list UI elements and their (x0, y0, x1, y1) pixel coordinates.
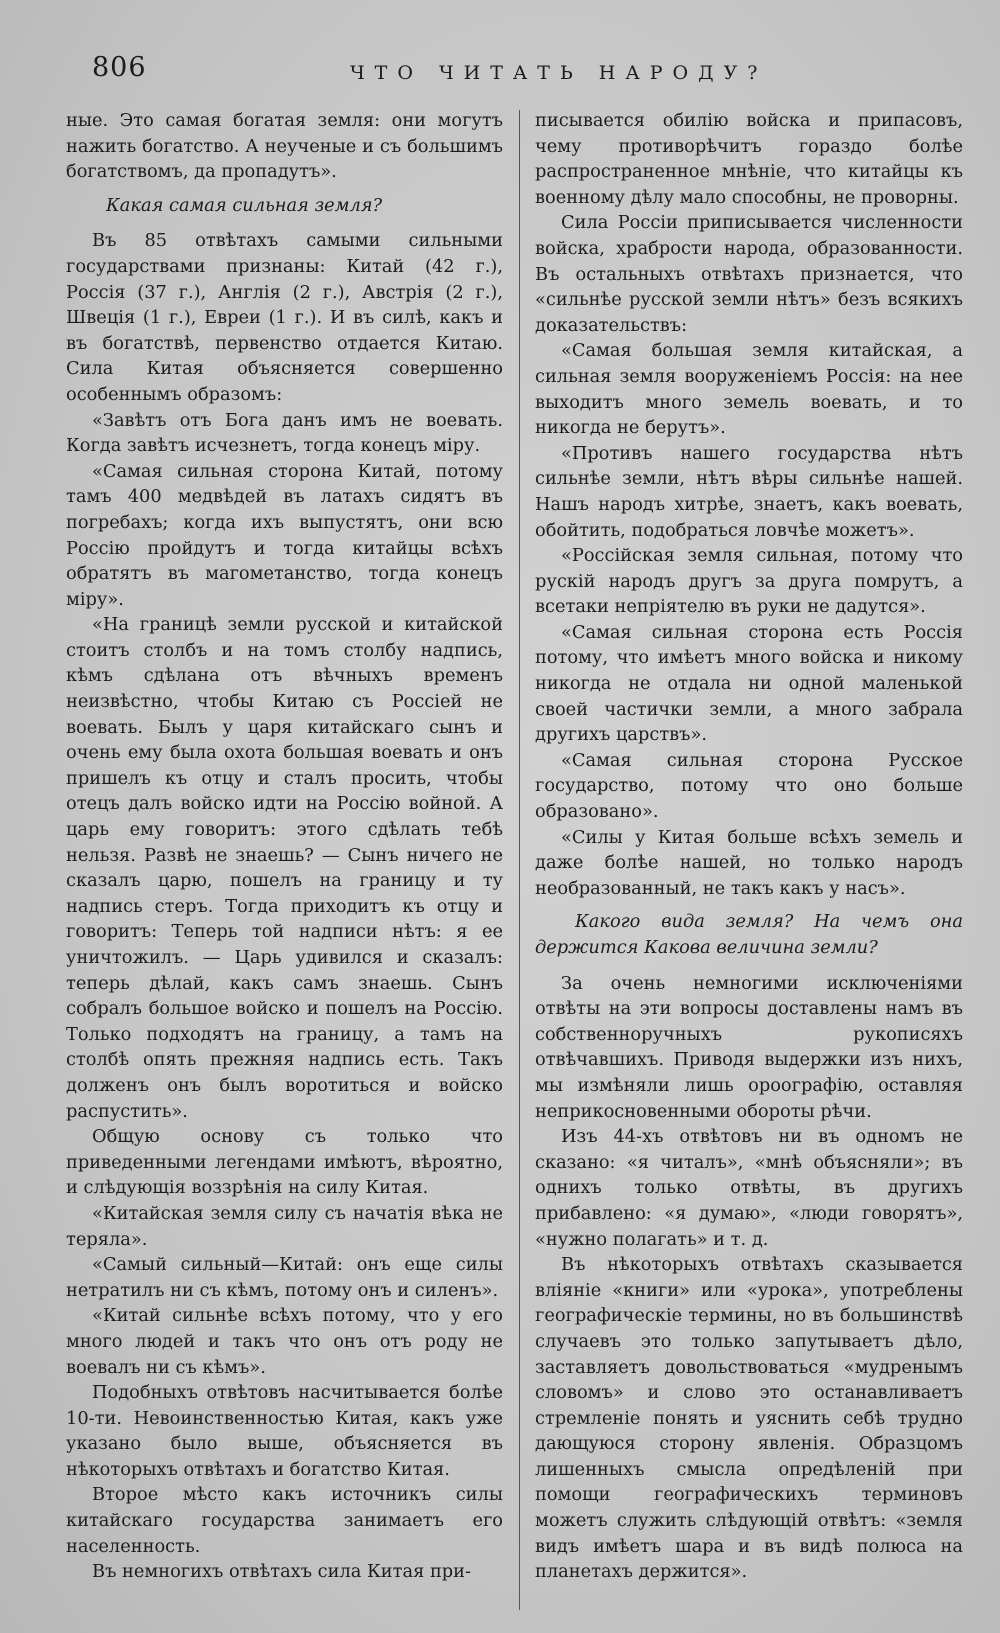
paragraph: «Завѣтъ отъ Бога данъ имъ не воевать. Когда завѣтъ исчезнетъ, тогда конецъ міру. (66, 409, 503, 457)
paragraph: «Противъ нашего государства нѣтъ сильнѣе земли, нѣтъ вѣры сильнѣе нашей. Нашъ народъ хитрѣе, знаетъ, какъ воевать, обойтить, подобраться ловчѣе можетъ». (535, 442, 963, 541)
paragraph: «Самая большая земля китайская, а сильная земля вооруженіемъ Россія: на нее выходитъ много земель воевать, и то никогда не берутъ». (535, 340, 963, 439)
left-column (66, 108, 503, 1585)
section-heading: Какого вида земля? На чемъ она держится Какова величина земли? (535, 911, 963, 958)
section-heading: Какая самая сильная земля? (106, 194, 383, 216)
paragraph: Подобныхъ отвѣтовъ насчитывается болѣе 10-ти. Невоинственностью Китая, какъ уже указано было выше, объясняется въ нѣкоторыхъ отвѣтахъ и богатство Китая. (66, 1382, 503, 1480)
paragraph: «Силы у Китая больше всѣхъ земель и даже болѣе нашей, но только народъ необразованный, не такъ какъ у насъ». (535, 826, 963, 899)
paragraph: «Самый сильный—Китай: онъ еще силы нетратилъ ни съ кѣмъ, потому онъ и силенъ». (66, 1254, 503, 1301)
paragraph: За очень немногими исключеніями отвѣты на эти вопросы доставлены намъ въ собственноручныхъ рукописяхъ отвѣчавшихъ. Приводя выдержки изъ нихъ, мы измѣняли лишь ороографію, оставляя неприкосновенными обороты рѣчи. (535, 972, 963, 1122)
paragraph: ные. Это самая богатая земля: они могутъ нажить богатство. А неученые и съ большимъ богатствомъ, да пропадутъ». (66, 110, 503, 183)
page-number: 806 (92, 52, 147, 83)
paragraph: Въ немногихъ отвѣтахъ сила Китая при- (92, 1561, 472, 1583)
paragraph: Общую основу съ только что приведенными легендами имѣютъ, вѣроятно, и слѣдующія воззрѣнія на силу Китая. (66, 1126, 503, 1199)
running-title: ЧТО ЧИТАТЬ НАРОДУ? (350, 62, 768, 84)
page-header (0, 48, 1000, 88)
paragraph: «Самая сильная сторона есть Россія потому, что имѣетъ много войска и никому никогда не отдала ни одной маленькой своей частички земли, а много забрала другихъ царствъ». (535, 621, 963, 746)
paragraph: «Самая сильная сторона Русское государство, потому что оно больше образовано». (535, 749, 963, 823)
paragraph: Въ 85 отвѣтахъ самыми сильными государствами признаны: Китай (42 г.), Россія (37 г.), Англія (2 г.), Австрія (2 г.), Швеція (1 г.), Евреи (1 г.). И въ силѣ, какъ и въ богатствѣ, первенство отдается Китаю. Сила Китая объясняется совершенно особеннымъ образомъ: (66, 230, 503, 405)
paragraph: писывается обилію войска и припасовъ, чему противорѣчитъ гораздо болѣе распространенное мнѣніе, что китайцы къ военному дѣлу мало способны, не проворны. (535, 110, 963, 208)
paragraph: «Самая сильная сторона Китай, потому тамъ 400 медвѣдей въ латахъ сидятъ въ погребахъ; когда ихъ выпустятъ, они всю Россію пройдутъ и тогда китайцы всѣхъ обратятъ въ магометанство, тогда конецъ міру». (66, 460, 503, 610)
paragraph: Второе мѣсто какъ источникъ силы китайскаго государства занимаетъ его населенность. (66, 1484, 503, 1557)
paragraph: «Китай сильнѣе всѣхъ потому, что у его много людей и такъ что онъ отъ роду не воевалъ ни съ кѣмъ». (66, 1305, 503, 1378)
paragraph: «На границѣ земли русской и китайской стоитъ столбъ и на томъ столбу надпись, кѣмъ сдѣлана отъ вѣчныхъ временъ неизвѣстно, чтобы Китаю съ Россіей не воевать. Былъ у царя китайскаго сынъ и очень ему была охота большая воевать и онъ пришелъ къ отцу и сталъ просить, чтобы отецъ далъ войско идти на Россію войной. А царь ему говоритъ: этого сдѣлать тебѣ нельзя. Развѣ не знаешь? — Сынъ ничего не сказалъ царю, пошелъ на границу и ту надпись стеръ. Тогда приходитъ къ отцу и говоритъ: Теперь той надписи нѣтъ: я ее уничтожилъ. — Царь удивился и сказалъ: теперь дѣлай, какъ самъ знаешь. Сынъ собралъ большое войско и пошелъ на Россію. Только подходятъ на границу, а тамъ на столбѣ опять прежняя надпись есть. Такъ долженъ онъ былъ воротиться и войско распустить». (66, 614, 503, 1122)
paragraph: Сила Россіи приписывается численности войска, храбрости народа, образованности. Въ остальныхъ отвѣтахъ признается, что «сильнѣе русской земли нѣтъ» безъ всякихъ доказательствъ: (535, 212, 963, 336)
right-column (535, 108, 963, 1585)
paragraph: «Китайская земля силу съ начатія вѣка не теряла». (66, 1202, 503, 1250)
column-divider (519, 110, 520, 1610)
paragraph: «Россійская земля сильная, потому что рускій народъ другъ за друга помрутъ, а всетаки непріятелю въ руки не дадутся». (535, 545, 963, 618)
paragraph: Въ нѣкоторыхъ отвѣтахъ сказывается вліяніе «книги» или «урока», употреблены географическіе термины, но въ большинствѣ случаевъ это только запутываетъ дѣло, заставляетъ довольствоваться «мудренымъ словомъ» и слово это останавливаетъ стремленіе понять и уяснить себѣ трудно дающуюся сторону явленія. Образцомъ лишенныхъ смысла опредѣленій при помощи географическихъ терминовъ можетъ служить слѣдующій отвѣтъ: «земля видъ имѣетъ шара и въ видѣ полюса на планетахъ держится». (535, 1254, 963, 1583)
paragraph: Изъ 44-хъ отвѣтовъ ни въ одномъ не сказано: «я читалъ», «мнѣ объясняли»; въ однихъ только отвѣты, въ другихъ прибавлено: «я думаю», «люди говорятъ», «нужно полагать» и т. д. (535, 1126, 963, 1250)
